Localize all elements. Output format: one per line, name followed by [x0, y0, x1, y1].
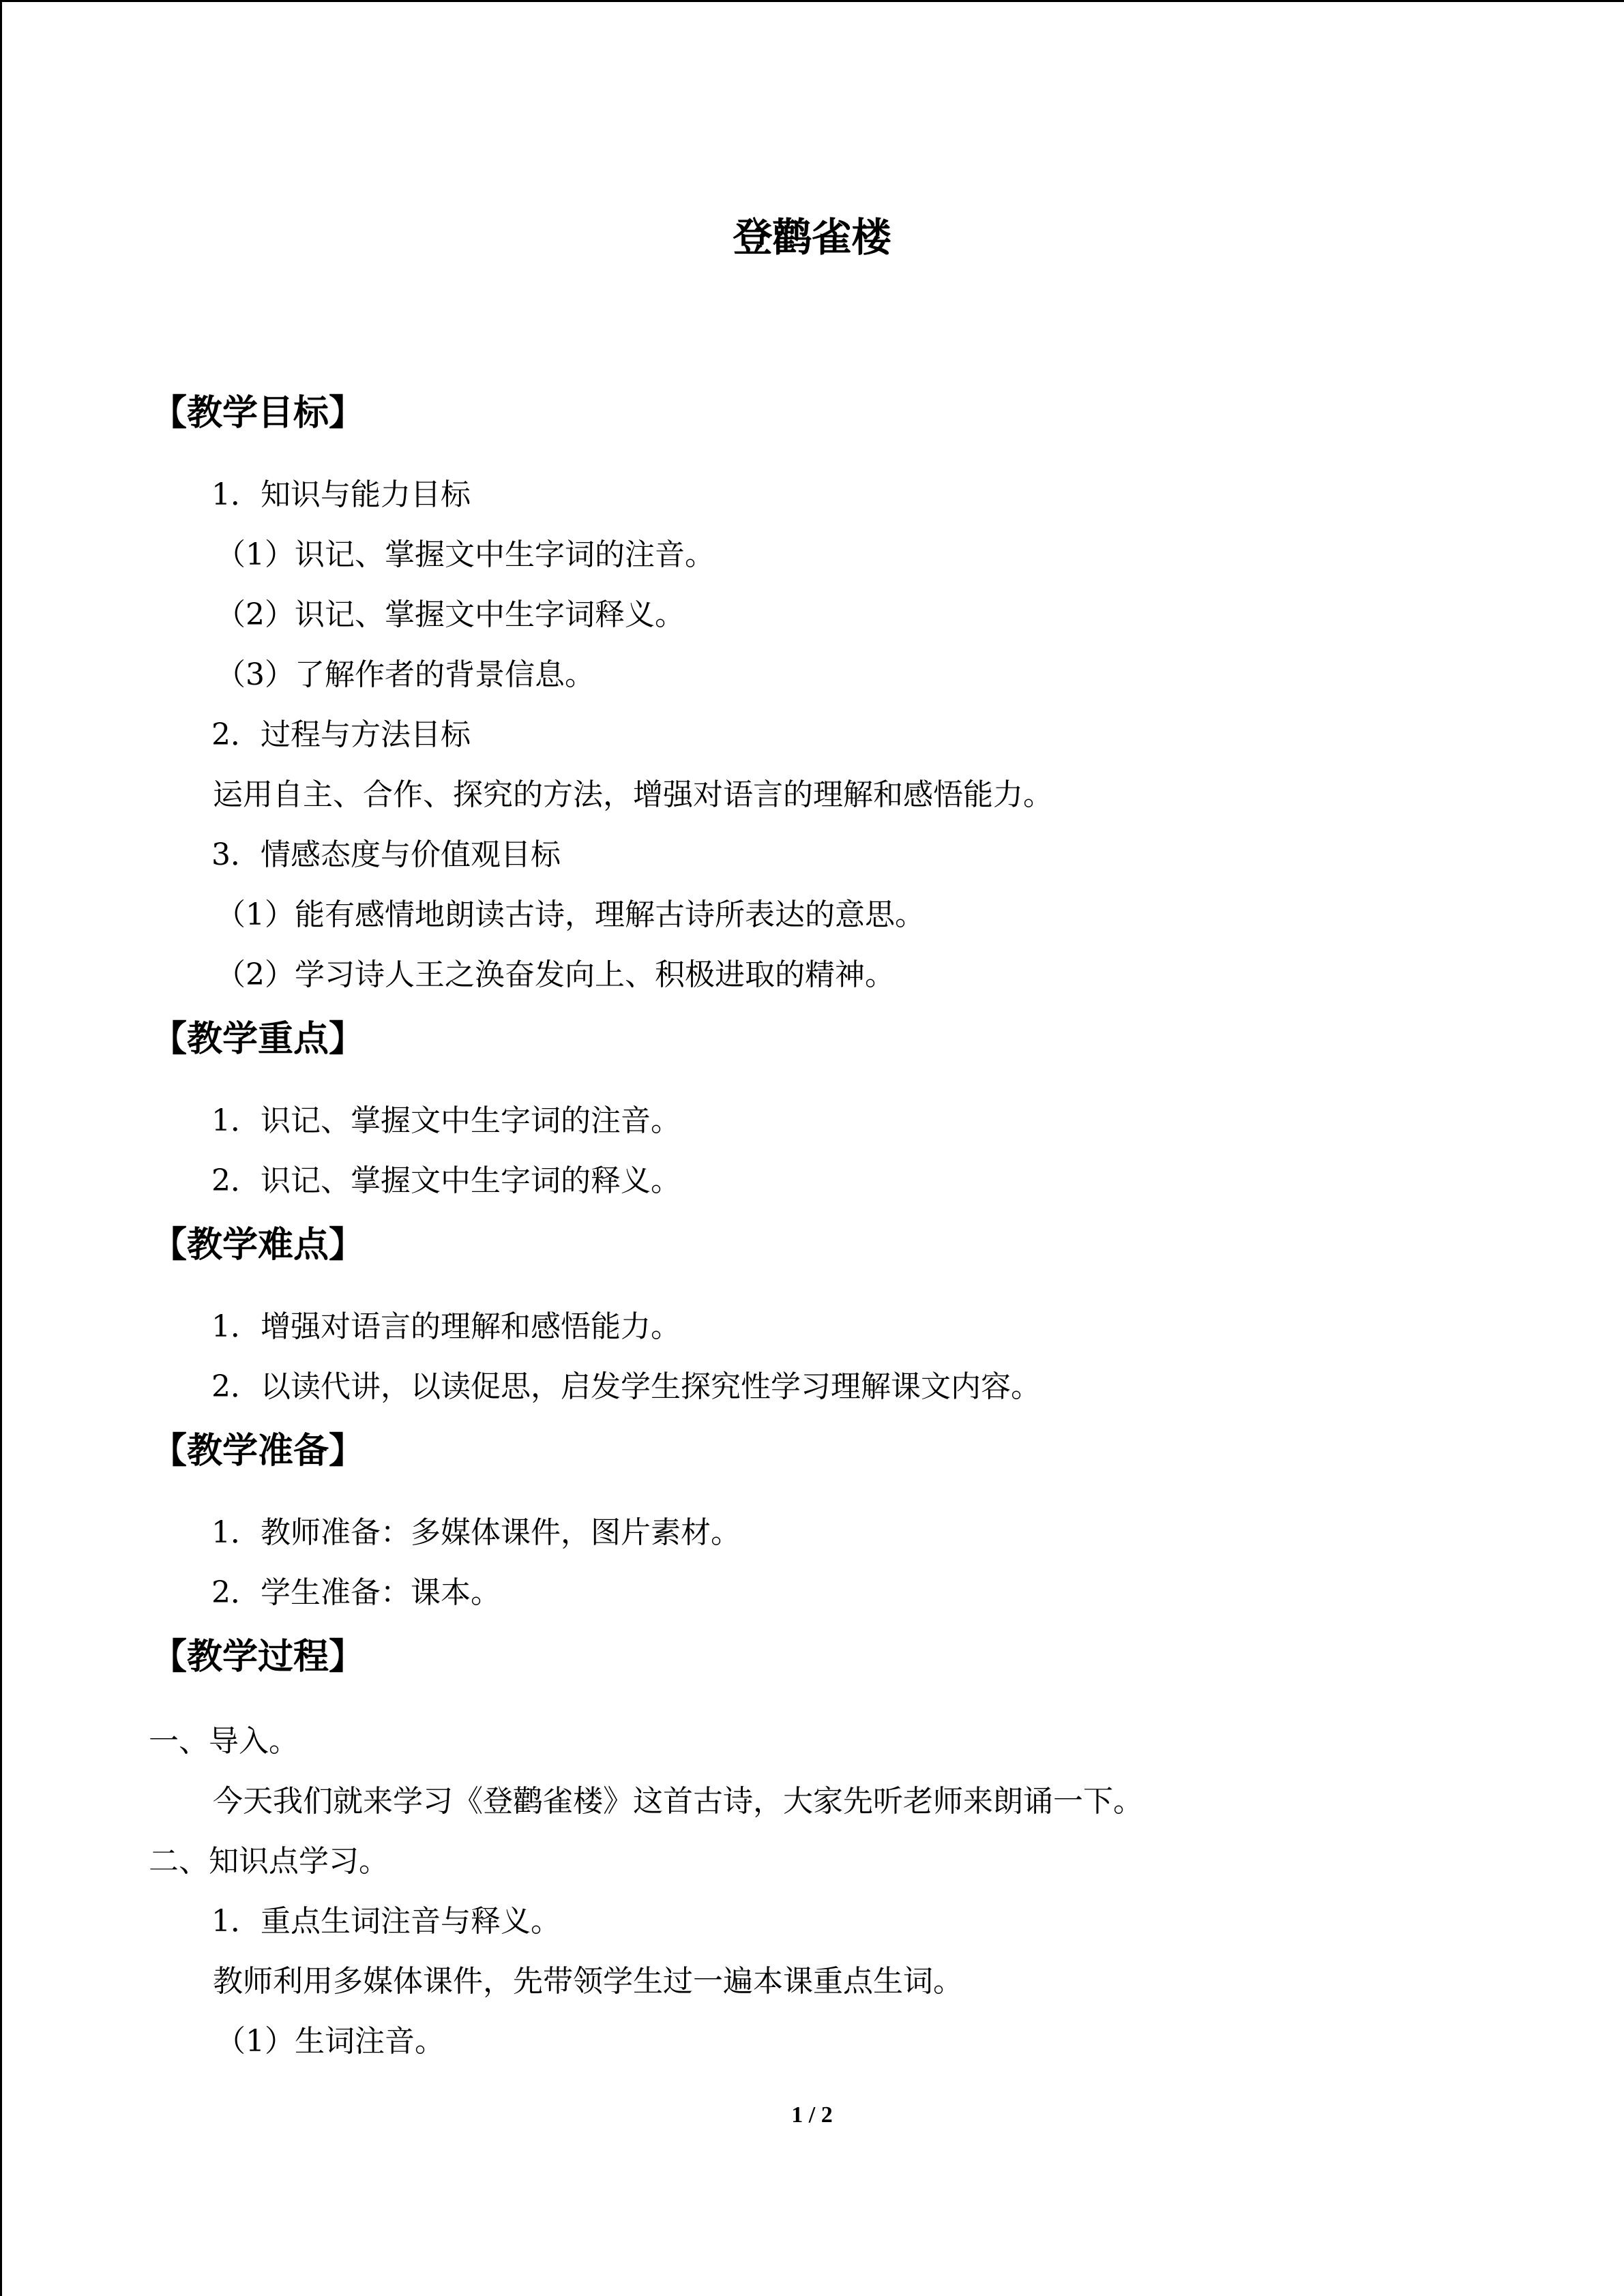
- goals-line: （2）识记、掌握文中生字词释义。: [216, 597, 685, 632]
- goals-line: （1）能有感情地朗读古诗，理解古诗所表达的意思。: [216, 897, 925, 932]
- goals-line: 运用自主、合作、探究的方法，增强对语言的理解和感悟能力。: [213, 777, 1053, 812]
- process-line: 一、导入。: [149, 1724, 299, 1759]
- key-points-line: 2．识记、掌握文中生字词的释义。: [211, 1163, 681, 1198]
- preparation-line: 1．教师准备：多媒体课件，图片素材。: [211, 1515, 741, 1550]
- process-line: 教师利用多媒体课件，先带领学生过一遍本课重点生词。: [213, 1964, 963, 1999]
- goals-line: 2．过程与方法目标: [211, 717, 471, 752]
- goals-line: 1．知识与能力目标: [211, 477, 471, 512]
- page-number: 1 / 2: [791, 2102, 833, 2128]
- key-points-line: 1．识记、掌握文中生字词的注音。: [211, 1103, 681, 1138]
- document-title: 登鹳雀楼: [733, 214, 891, 260]
- goals-line: （3）了解作者的背景信息。: [216, 657, 595, 692]
- goals-line: （2）学习诗人王之涣奋发向上、积极进取的精神。: [216, 957, 895, 992]
- process-line: 今天我们就来学习《登鹳雀楼》这首古诗，大家先听老师来朗诵一下。: [213, 1784, 1143, 1819]
- section-heading-process: 【教学过程】: [151, 1637, 365, 1678]
- section-heading-goals: 【教学目标】: [151, 393, 365, 434]
- section-heading-difficulties: 【教学难点】: [151, 1225, 365, 1266]
- page-border-top: [0, 0, 1624, 2]
- process-line: （1）生词注音。: [216, 2024, 445, 2059]
- page-border-left: [0, 0, 2, 2296]
- section-heading-preparation: 【教学准备】: [151, 1431, 365, 1472]
- goals-line: 3．情感态度与价值观目标: [211, 837, 561, 872]
- goals-line: （1）识记、掌握文中生字词的注音。: [216, 537, 715, 572]
- difficulties-line: 2．以读代讲，以读促思，启发学生探究性学习理解课文内容。: [211, 1369, 1041, 1404]
- process-line: 二、知识点学习。: [149, 1844, 389, 1879]
- difficulties-line: 1．增强对语言的理解和感悟能力。: [211, 1309, 681, 1344]
- preparation-line: 2．学生准备：课本。: [211, 1575, 501, 1610]
- process-line: 1．重点生词注音与释义。: [211, 1904, 561, 1939]
- section-heading-key-points: 【教学重点】: [151, 1019, 365, 1060]
